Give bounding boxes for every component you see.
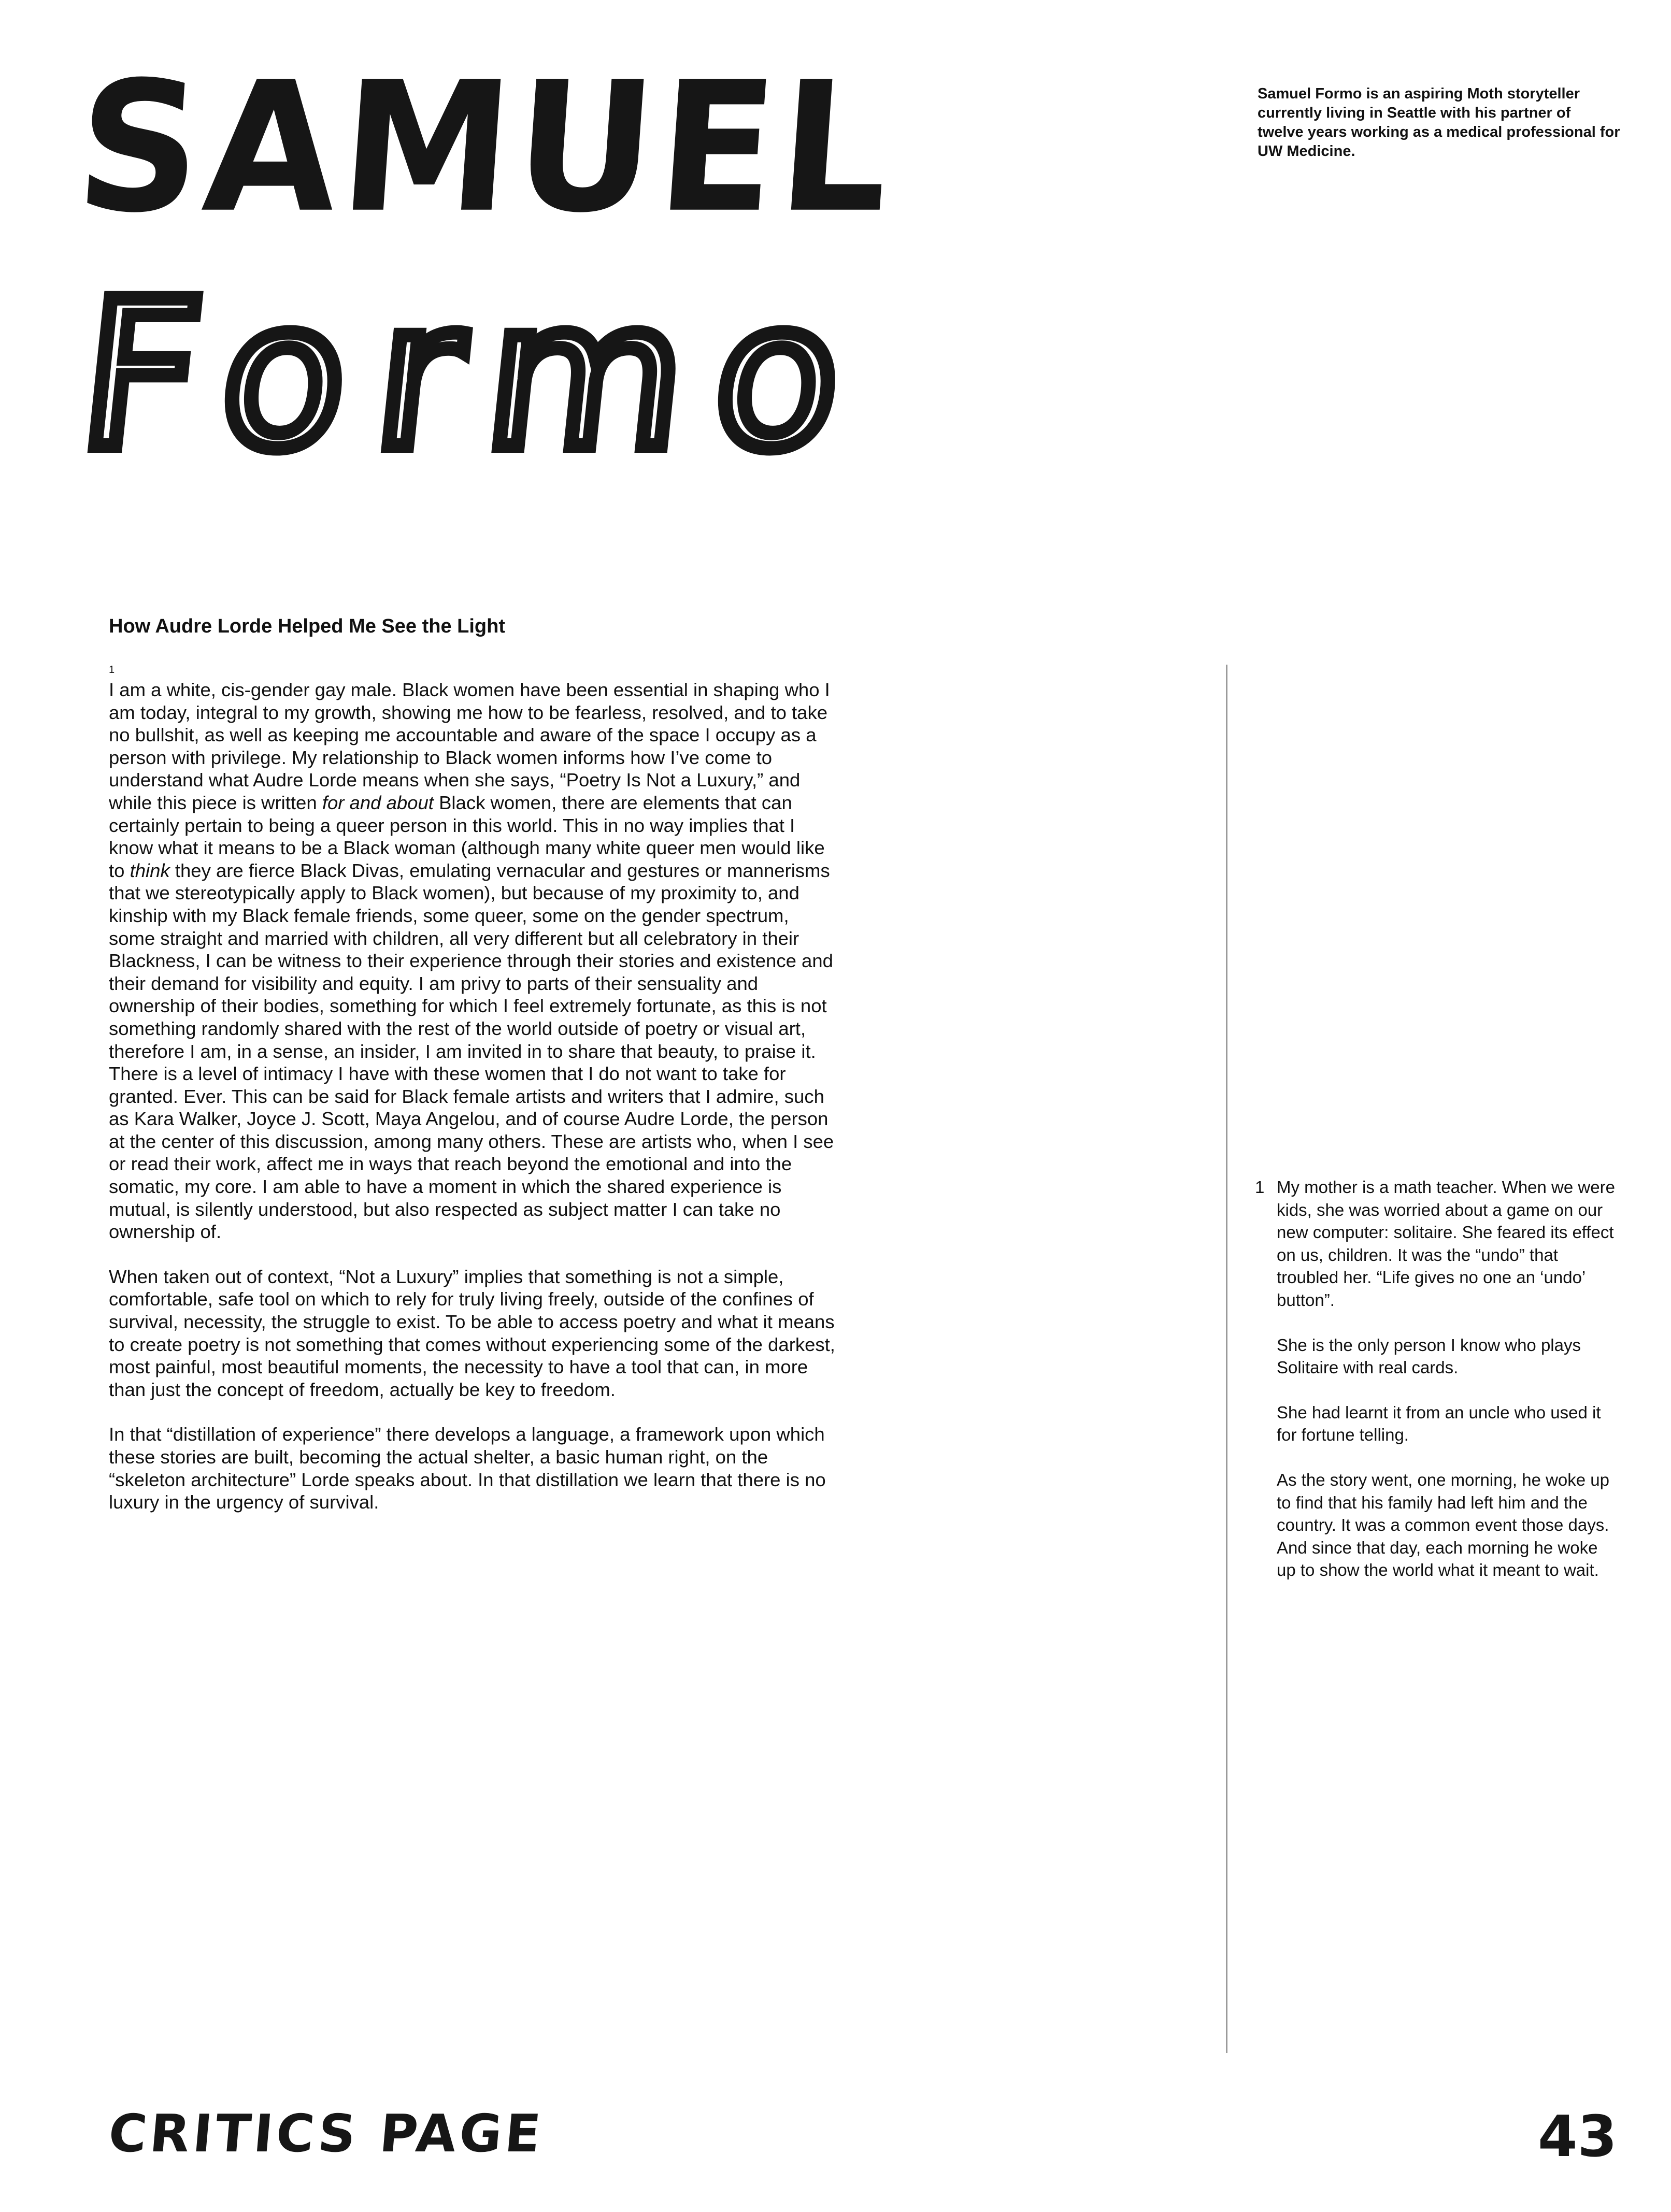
column-divider: [1226, 665, 1227, 2053]
body-paragraph-1: I am a white, cis-gender gay male. Black women have been essential in shaping who I am today, integral to my growth, showing me how to be fearless, resolved, and to take no bullshit, as well as keeping me accountable and aware of the space I occupy as a person with privilege. My relationship to Black women informs how I’ve come to understand what Audre Lorde means when she says, “Poetry Is Not a Luxury,” and while this piece is written for and about Black women, there are elements that can certainly pertain to being a queer person in this world. This in no way implies that I know what it means to be a Black woman (although many white queer men would like to think they are fierce Black Divas, emulating vernacular and gestures or mannerisms that we stereotypically apply to Black women), but because of my proximity to, and kinship with my Black female friends, some queer, some on the gender spectrum, some straight and married with children, all very different but all celebratory in their Blackness, I can be witness to their experience through their stories and existence and their demand for visibility and equity. I am privy to parts of their sensuality and ownership of their bodies, something for which I feel extremely fortunate, as this is not something randomly shared with the rest of the world outside of poetry or visual art, therefore I am, in a sense, an insider, I am invited in to share that beauty, to praise it. There is a level of intimacy I have with these women that I do not want to take for granted. Ever. This can be said for Black female artists and writers that I admire, such as Kara Walker, Joyce J. Scott, Maya Angelou, and of course Audre Lorde, the person at the center of this discussion, among many others. These are artists who, when I see or read their work, affect me in ways that reach beyond the emotional and into the somatic, my core. I am able to have a moment in which the shared experience is mutual, is silently understood, but also respected as subject matter I can take no ownership of.: [109, 679, 834, 1243]
footnote: [1255, 1176, 1618, 1604]
footnote-paragraph-1: My mother is a math teacher. When we were kids, she was worried about a game on our new computer: solitaire. She feared its effect on us, children. It was the “undo” that troubled her. “Life gives no one an ‘undo’ button”.: [1277, 1177, 1615, 1310]
section-label: CRITICS PAGE: [106, 2103, 547, 2164]
footnote-paragraph-3: She had learnt it from an uncle who used it for fortune telling.: [1277, 1402, 1601, 1445]
article-title: How Audre Lorde Helped Me See the Light: [109, 615, 505, 637]
emphasis: think: [130, 859, 170, 881]
emphasis: for and about: [322, 792, 434, 813]
author-bio: Samuel Formo is an aspiring Moth storyteller currently living in Seattle with his partner of twelve years working as a medical professional for UW Medicine.: [1258, 85, 1620, 160]
footnote-marker: 1: [109, 664, 115, 676]
author-last-name: Formo: [70, 258, 883, 493]
page-number: 43: [1538, 2103, 1618, 2170]
footnote-paragraph-4: As the story went, one morning, he woke up to find that his family had left him and the country. It was a common event those days. And since that day, each morning he woke up to show the world what it meant to wait.: [1277, 1470, 1610, 1580]
body-paragraph-2: When taken out of context, “Not a Luxury” implies that something is not a simple, comfortable, safe tool on which to rely for truly living freely, outside of the confines of survival, necessity, the struggle to exist. To be able to access poetry and what it means to create poetry is not something that comes without experiencing some of the darkest, most painful, most beautiful moments, the necessity to have a tool that can, in more than just the concept of freedom, actually be key to freedom.: [109, 1266, 835, 1400]
author-first-name: SAMUEL: [70, 43, 901, 252]
footnote-paragraph-2: She is the only person I know who plays Solitaire with real cards.: [1277, 1335, 1581, 1377]
body-paragraph-3: In that “distillation of experience” there develops a language, a framework upon which these stories are built, becoming the actual shelter, a basic human right, on the “skeleton architecture” Lorde speaks about. In that distillation we learn that there is no luxury in the urgency of survival.: [109, 1424, 826, 1513]
footnote-number: 1: [1255, 1177, 1265, 1197]
article-body: [109, 679, 837, 1536]
